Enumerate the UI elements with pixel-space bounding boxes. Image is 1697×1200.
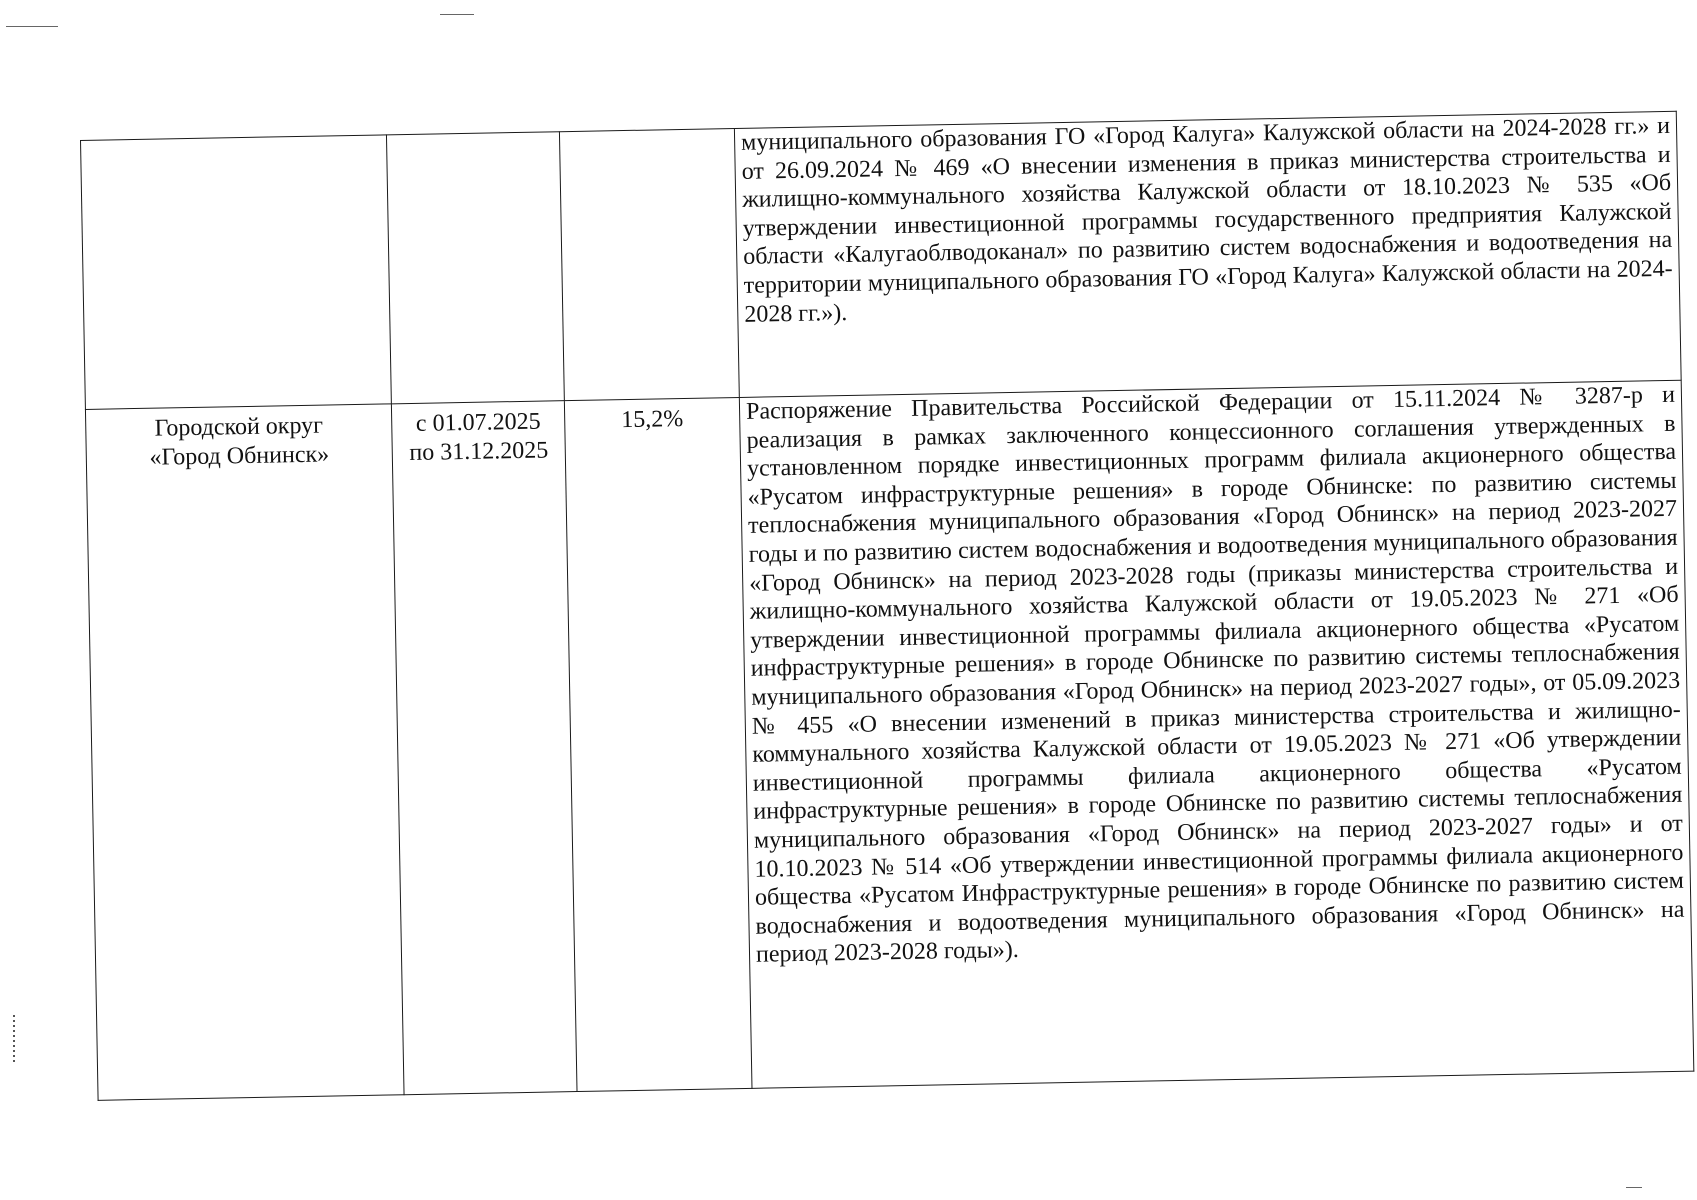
tariff-table xyxy=(80,111,1694,1101)
basis-text: Распоряжение Правительства Российской Федерации от 15.11.2024 № 3287-р и реализация в рамках заключенного концессионного соглашения утвержденных в установленном порядке инвестиционных программ филиала акционерного общества «Русатом инфраструктурные решения» в городе Обнинске: по развитию системы теплоснабжения муниципального образования «Город Обнинск» на период 2023-2027 годы и по развитию систем водоснабжения и водоотведения муниципального образования «Город Обнинск» на период 2023-2028 годы (приказы министерства строительства и жилищно-коммунального хозяйства Калужской области от 19.05.2023 № 271 «Об утверждении инвестиционной программы филиала акционерного общества «Русатом инфраструктурные решения» в городе Обнинске по развитию системы теплоснабжения муниципального образования «Город Обнинск» на период 2023-2027 годы», от 05.09.2023 № 455 «О внесении изменений в приказ министерства строительства и жилищно-коммунального хозяйства Калужской области от 19.05.2023 № 271 «Об утверждении инвестиционной программы филиала акционерного общества «Русатом инфраструктурные решения» в городе Обнинске по развитию системы теплоснабжения муниципального образования «Город Обнинск» на период 2023-2027 годы» и от 10.10.2023 № 514 «Об утверждении инвестиционной программы филиала акционерного общества «Русатом Инфраструктурные решения» в городе Обнинске по развитию систем водоснабжения и водоотведения муниципального образования «Город Обнинск» на период 2023-2028 годы»). xyxy=(745,381,1685,969)
rate-cell xyxy=(564,397,752,1091)
region-cell xyxy=(85,404,404,1100)
table-row xyxy=(81,111,1682,409)
region-name xyxy=(81,141,386,147)
table-row xyxy=(85,380,1693,1100)
period-to: по 31.12.2025 xyxy=(409,437,549,466)
basis-text: муниципального образования ГО «Город Калуга» Калужской области на 2024-2028 гг.» и от 26.09.2024 № 469 «О внесении изменения в приказ министерства строительства и жилищно-коммунального хозяйства Калужской области от 18.10.2023 № 535 «Об утверждении инвестиционной программы государственного предприятия Калужской области «Калугаоблводоканал» по развитию систем водоснабжения и водоотведения на территории муниципального образования ГО «Город Калуга» Калужской области на 2024-2028 гг.»). xyxy=(740,112,1673,328)
region-cell xyxy=(81,135,392,410)
scan-artifact-left-edge xyxy=(13,1015,15,1065)
scan-artifact-top-center xyxy=(440,14,474,15)
period-cell xyxy=(391,401,577,1095)
rate-cell xyxy=(559,129,739,401)
rate-value: 15,2% xyxy=(620,405,684,434)
region-name: Городской округ «Город Обнинск» xyxy=(149,412,330,471)
basis-cell xyxy=(734,111,1681,397)
scan-artifact-top-left xyxy=(6,26,58,27)
scan-artifact-bottom-right xyxy=(1626,1187,1642,1188)
period-from: с 01.07.2025 xyxy=(415,408,541,437)
period-from xyxy=(387,138,559,141)
period-to xyxy=(387,138,559,141)
period-cell xyxy=(386,132,564,404)
rate-value xyxy=(560,135,734,138)
basis-cell xyxy=(739,380,1694,1088)
